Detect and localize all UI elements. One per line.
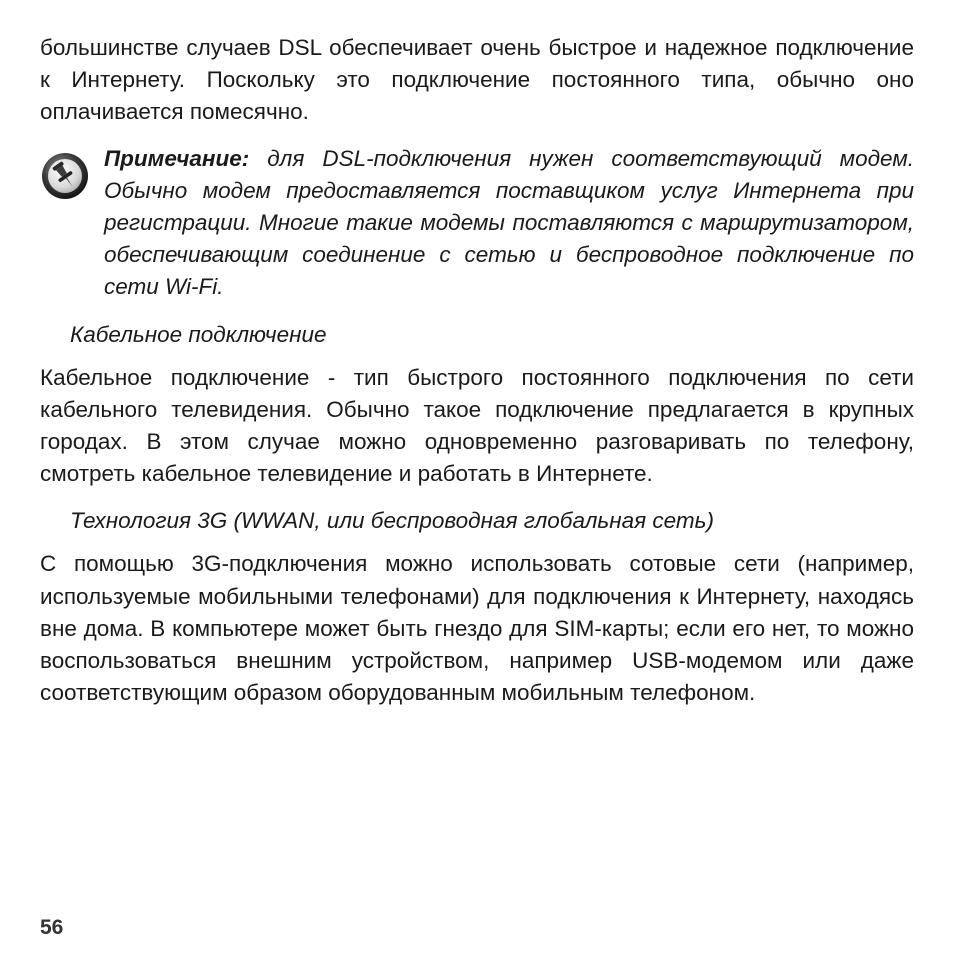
section-body-3g: С помощью 3G-подключения можно использовать сотовые сети (например, используемые мобильными телефонами) для подключения к Интернету, находясь вне дома. В компьютере может быть гнездо для SIM-карты; если его нет, то можно воспользоваться внешним устройством, например USB-модемом или даже соответствующим образом оборудованным мобильным телефоном. xyxy=(40,551,914,706)
page-content xyxy=(40,32,914,709)
note-body: для DSL-подключения нужен соответствующий модем. Обычно модем предоставляется поставщиком услуг Интернета при регистрации. Многие такие модемы поставляются с маршрутизатором, обеспечивающим соединение с сетью и беспроводное подключение по сети Wi-Fi. xyxy=(104,145,914,300)
section-heading-3g: Технология 3G (WWAN, или беспроводная глобальная сеть) xyxy=(70,508,714,534)
intro-paragraph: большинстве случаев DSL обеспечивает очень быстрое и надежное подключение к Интернету. Поскольку это подключение постоянного типа, обычно оно оплачивается помесячно. xyxy=(40,35,914,125)
section-body-cable: Кабельное подключение - тип быстрого постоянного подключения по сети кабельного телевидения. Обычно такое подключение предлагается в крупных городах. В этом случае можно одновременно разговаривать по телефону, смотреть кабельное телевидение и работать в Интернете. xyxy=(40,364,914,487)
page-number: 56 xyxy=(40,916,64,939)
section-heading-cable: Кабельное подключение xyxy=(70,321,327,347)
note-text xyxy=(104,143,914,304)
pushpin-icon xyxy=(40,151,90,201)
note-label: Примечание: xyxy=(104,145,250,171)
note-block xyxy=(40,143,914,304)
